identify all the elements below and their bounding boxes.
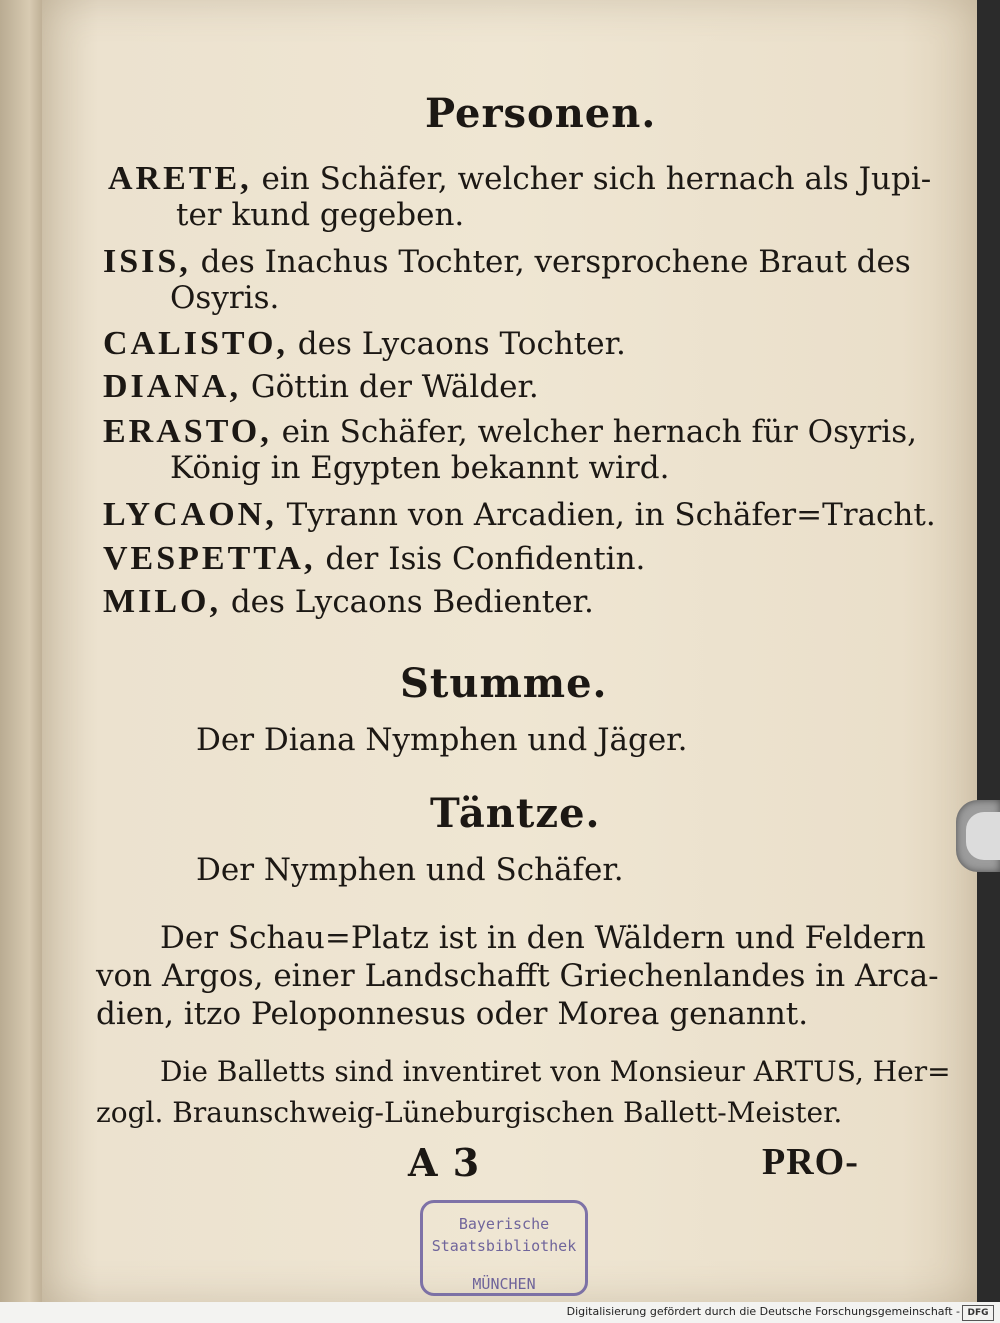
person-erasto: [103, 413, 917, 451]
person-name: LYCAON,: [103, 496, 277, 533]
person-desc: des Inachus Tochter, versprochene Braut des: [200, 244, 911, 280]
person-calisto: [103, 325, 626, 363]
stamp-line-3: MÜNCHEN: [472, 1275, 536, 1293]
heading-stumme: Stumme.: [400, 660, 608, 707]
stumme-text: Der Diana Nymphen und Jäger.: [196, 722, 688, 758]
person-vespetta: [103, 540, 645, 578]
person-desc: ein Schäfer, welcher sich hernach als Jupi-: [261, 161, 932, 197]
stamp-line-1: Bayerische: [458, 1215, 550, 1233]
heading-personen: Personen.: [425, 90, 657, 137]
heading-taentze: Täntze.: [430, 790, 601, 837]
person-desc: Göttin der Wälder.: [250, 369, 539, 405]
person-isis-cont: Osyris.: [170, 280, 280, 316]
person-name: DIANA,: [103, 368, 241, 405]
person-desc: Tyrann von Arcadien, in Schäfer=Tracht.: [286, 497, 936, 533]
person-desc: des Lycaons Tochter.: [297, 326, 626, 362]
person-milo: [103, 583, 594, 621]
person-name: ISIS,: [103, 243, 191, 280]
person-diana: [103, 368, 539, 406]
person-desc: des Lycaons Bedienter.: [230, 584, 594, 620]
schauplatz-line-2: von Argos, einer Landschafft Griechenlandes in Arca-: [96, 958, 939, 994]
schauplatz-line-3: dien, itzo Peloponnesus oder Morea genannt.: [96, 996, 809, 1032]
person-desc: ein Schäfer, welcher hernach für Osyris,: [281, 414, 917, 450]
library-stamp: [420, 1200, 588, 1296]
page-tab-clip-inner: [966, 812, 1000, 860]
footer-credit: Digitalisierung gefördert durch die Deutsche Forschungsgemeinschaft -: [566, 1305, 960, 1318]
signature-mark: A 3: [408, 1140, 481, 1185]
person-name: CALISTO,: [103, 325, 288, 362]
catchword: PRO-: [762, 1141, 859, 1183]
person-erasto-cont: König in Egypten bekannt wird.: [170, 450, 670, 486]
person-isis: [103, 243, 911, 281]
person-name: MILO,: [103, 583, 221, 620]
person-name: VESPETTA,: [103, 540, 316, 577]
dfg-logo-icon: DFG: [962, 1305, 994, 1321]
balletts-line-2: zogl. Braunschweig-Lüneburgischen Ballett-Meister.: [96, 1096, 843, 1129]
person-name: ARETE,: [108, 160, 252, 197]
taentze-text: Der Nymphen und Schäfer.: [196, 852, 624, 888]
previous-page-edge: [0, 0, 42, 1302]
stamp-line-2: Staatsbibliothek: [431, 1237, 577, 1255]
person-arete-cont: ter kund gegeben.: [176, 197, 465, 233]
balletts-line-1: Die Balletts sind inventiret von Monsieur ARTUS, Her=: [160, 1055, 951, 1088]
person-desc: der Isis Confidentin.: [325, 541, 646, 577]
person-lycaon: [103, 496, 936, 534]
schauplatz-line-1: Der Schau=Platz ist in den Wäldern und Feldern: [160, 920, 926, 956]
person-arete: [108, 160, 931, 198]
person-name: ERASTO,: [103, 413, 272, 450]
